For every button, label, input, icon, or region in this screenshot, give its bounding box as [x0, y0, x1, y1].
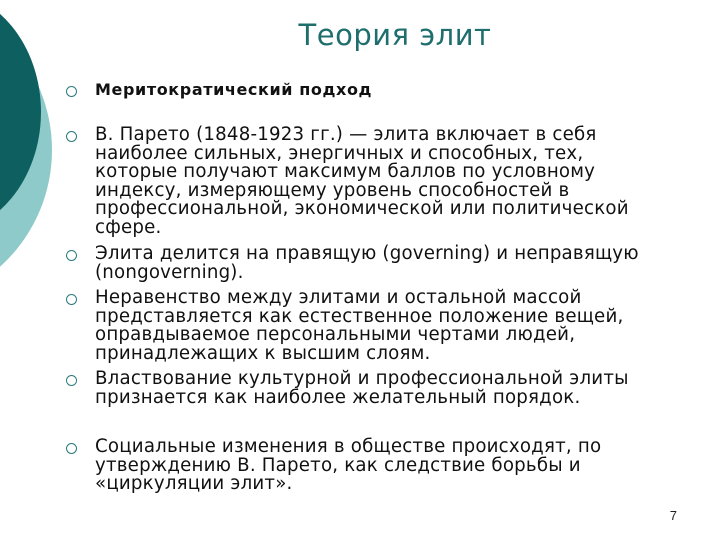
- circle-bullet-icon: [66, 250, 77, 261]
- bullet-item: [66, 126, 686, 238]
- page-number: 7: [669, 508, 677, 523]
- circle-bullet-icon: [66, 443, 77, 454]
- bullet-text: Социальные изменения в обществе происходят, по утверждению В. Парето, как следствие борьбы и «циркуляции элит».: [95, 436, 602, 495]
- circle-bullet-icon: [66, 375, 77, 386]
- circle-bullet-icon: [66, 131, 77, 142]
- bullet-text: В. Парето (1848-1923 гг.) — элита включает в себя наиболее сильных, энергичных и способных, тех, которые получают максимум баллов по условному индексу, измеряющему уровень способностей в профессиональной, экономической или политической сфере.: [95, 124, 629, 238]
- bullet-text: Элита делится на правящую (governing) и неправящую (nongoverning).: [95, 243, 639, 283]
- bullet-item: [66, 438, 686, 494]
- bullet-text: Неравенство между элитами и остальной массой представляется как естественное положение вещей, оправдываемое персональными чертами людей, принадлежащих к высшим слоям.: [95, 287, 624, 364]
- circle-bullet-icon: [66, 294, 77, 305]
- circle-bullet-icon: [66, 86, 77, 97]
- bullet-item: [66, 289, 686, 363]
- bullet-text: Властвование культурной и профессиональной элиты признается как наиболее желательный порядок.: [95, 368, 629, 408]
- bullet-item: [66, 370, 686, 407]
- bullet-heading: Меритократический подход: [95, 80, 373, 99]
- bullet-item: [66, 245, 686, 282]
- slide-title: Теория элит: [298, 18, 492, 52]
- bullet-item: [66, 81, 686, 100]
